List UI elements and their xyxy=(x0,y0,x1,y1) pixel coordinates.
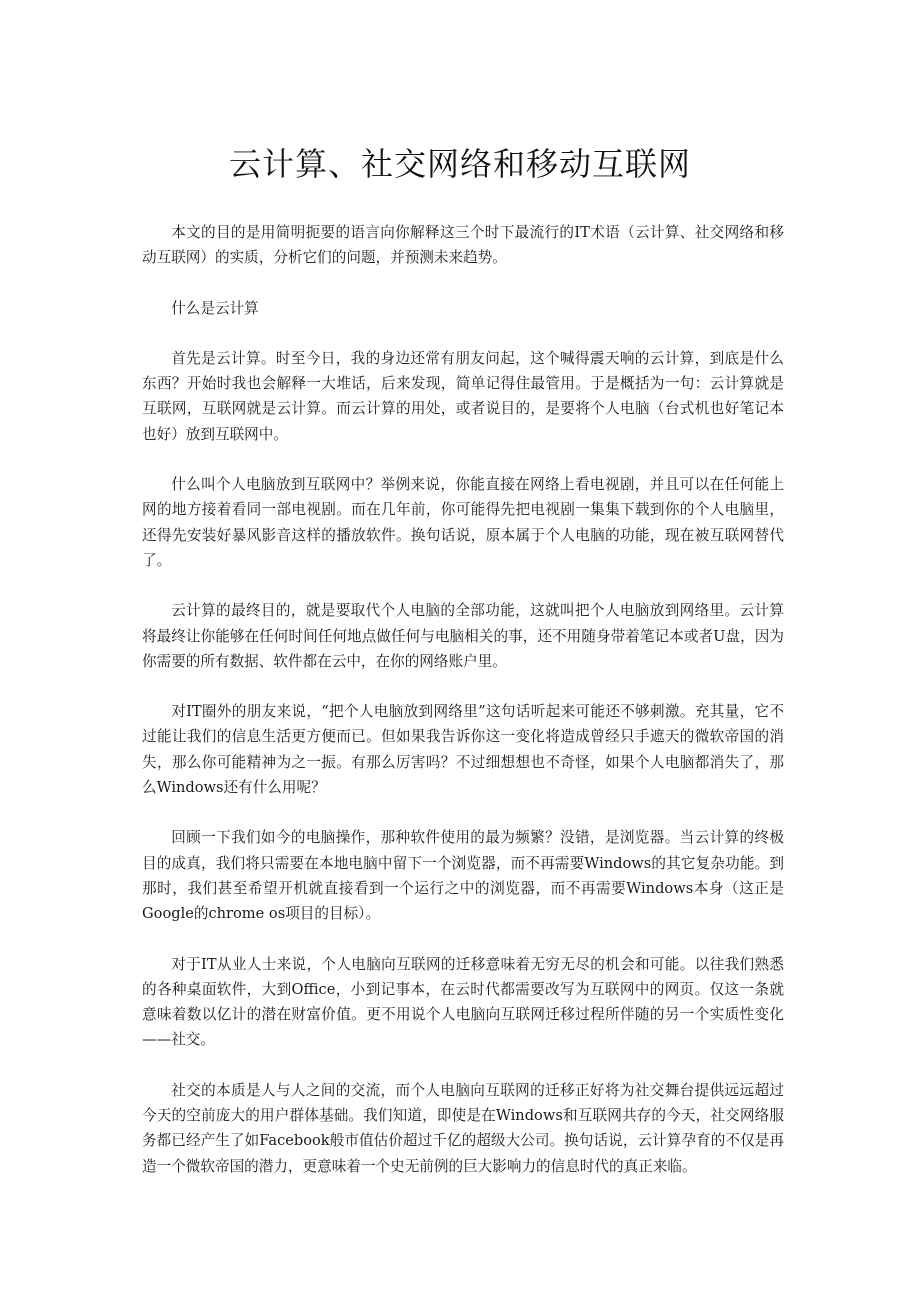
document-body xyxy=(142,220,784,1204)
body-paragraph: 首先是云计算。时至今日，我的身边还常有朋友问起，这个喊得震天响的云计算，到底是什么东西？开始时我也会解释一大堆话，后来发现，简单记得住最管用。于是概括为一句：云计算就是互联网，互联网就是云计算。而云计算的用处，或者说目的，是要将个人电脑（台式机也好笔记本也好）放到互联网中。 xyxy=(142,349,784,443)
body-paragraph: 云计算的最终目的，就是要取代个人电脑的全部功能，这就叫把个人电脑放到网络里。云计算将最终让你能够在任何时间任何地点做任何与电脑相关的事，还不用随身带着笔记本或者U盘，因为你需要的所有数据、软件都在云中，在你的网络账户里。 xyxy=(142,602,784,670)
body-paragraph: 对IT圈外的朋友来说，“把个人电脑放到网络里”这句话听起来可能还不够刺激。充其量，它不过能让我们的信息生活更方便而已。但如果我告诉你这一变化将造成曾经只手遮天的微软帝国的消失，那么你可能精神为之一振。有那么厉害吗？不过细想想也不奇怪，如果个人电脑都消失了，那么Windows还有什么用呢？ xyxy=(142,703,784,797)
intro-paragraph: 本文的目的是用简明扼要的语言向你解释这三个时下最流行的IT术语（云计算、社交网络和移动互联网）的实质，分析它们的问题，并预测未来趋势。 xyxy=(142,224,784,267)
body-paragraph: 社交的本质是人与人之间的交流，而个人电脑向互联网的迁移正好将为社交舞台提供远远超过今天的空前庞大的用户群体基础。我们知道，即使是在Windows和互联网共存的今天，社交网络服务都已经产生了如Facebook般市值估价超过千亿的超级大公司。换句话说，云计算孕育的不仅是再造一个微软帝国的潜力，更意味着一个史无前例的巨大影响力的信息时代的真正来临。 xyxy=(142,1081,784,1175)
body-paragraph: 回顾一下我们如今的电脑操作，那种软件使用的最为频繁？没错，是浏览器。当云计算的终极目的成真，我们将只需要在本地电脑中留下一个浏览器，而不再需要Windows的其它复杂功能。到那时，我们甚至希望开机就直接看到一个运行之中的浏览器，而不再需要Windows本身（这正是Google的chrome os项目的目标）。 xyxy=(142,829,784,923)
section-heading-cloud: 什么是云计算 xyxy=(171,299,259,317)
body-paragraph: 什么叫个人电脑放到互联网中？举例来说，你能直接在网络上看电视剧，并且可以在任何能上网的地方接着看同一部电视剧。而在几年前，你可能得先把电视剧一集集下载到你的个人电脑里，还得先安装好暴风影音这样的播放软件。换句话说，原本属于个人电脑的功能，现在被互联网替代了。 xyxy=(142,476,784,569)
document-title: 云计算、社交网络和移动互联网 xyxy=(228,145,691,183)
body-paragraph: 对于IT从业人士来说，个人电脑向互联网的迁移意味着无穷无尽的机会和可能。以往我们熟悉的各种桌面软件，大到Office，小到记事本，在云时代都需要改写为互联网中的网页。仅这一条就意味着数以亿计的潜在财富价值。更不用说个人电脑向互联网迁移过程所伴随的另一个实质性变化——社交。 xyxy=(142,955,784,1049)
